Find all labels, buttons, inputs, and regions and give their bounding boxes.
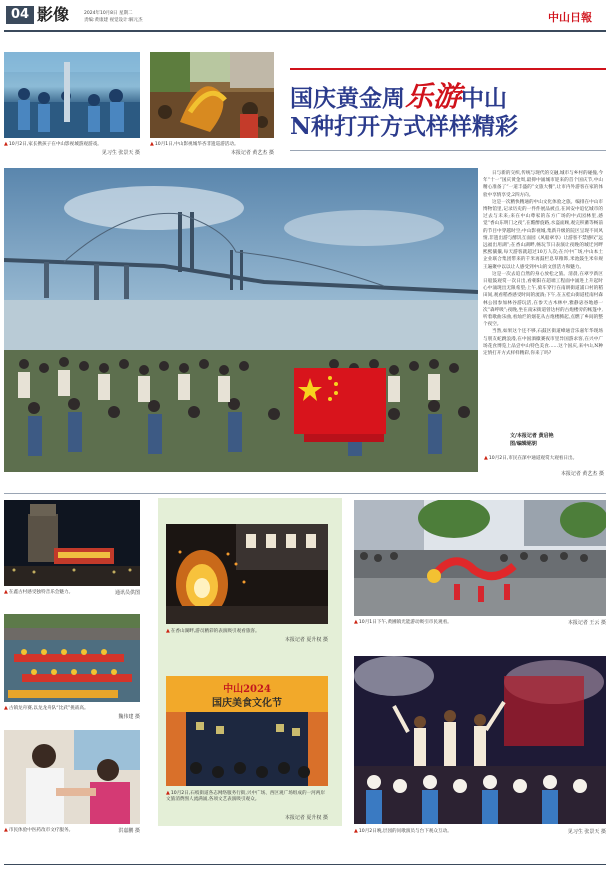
credit-photo-5: 本报记者 夏升权 摄 (284, 637, 328, 643)
photo-fire-performance-art (166, 524, 328, 624)
caption-photo-4: ▲在鑫古村感受独特音乐会魅力。 (4, 589, 74, 595)
credit-photo-7: 魏伟建 摄 (118, 714, 140, 720)
photo-bridge-sunrise (4, 168, 478, 472)
caption-photo-9: ▲市民体验中医药改市文疗服务。 (4, 827, 74, 833)
festival-logo: 中山2024 (223, 684, 271, 695)
article-paragraph: 这是一次去追自然的身心放松之旅。清晨,在翠亨新区日船鼓观赏一次日出,看朝阳在超端工程面中涌进上升起时心中涌现出无限希望;上午,骑车穿行在南朗街道浦口村的稻田间,观看稻香感受时间的流淌;下午,在五桂山街道桂南村森林公园参加林谷游玩活,在参天古木林中,雅静宓谷地感一次“森呼吸”;夜晚,坐在南宋街道曾达村的古炮楼旁的帐篷中,听着歌曲乐曲,看灿烂的烟花从古炮楼腾起,点燃了乡间的整个夜空。 (483, 271, 603, 328)
credit-photo-4: 通讯员供图 (114, 590, 140, 596)
section-name: 影像 (37, 5, 70, 24)
credit-photo-10: 见习生 张景天 摄 (567, 829, 606, 835)
caption-photo-8: ▲10月2日,石岐街道各志网络服务行街,兴中广场、西区观广场组成的一河两岸文旅消费图人流满涌,各项文艺表演吸引观众。 (166, 790, 325, 803)
caption-photo-2: ▲10月1日,中山影视城华杏非遗巡游活动。 (150, 141, 239, 147)
photo-street-parade-art (354, 500, 606, 616)
caption-photo-1: ▲10月2日,家长携孩子在中山影视城游观游戏。 (4, 141, 102, 147)
caption-photo-7: ▲古镇龙舟赛,以龙龙舟队“比武”挑战高。 (4, 705, 89, 711)
credit-photo-3: 本报记者 黄艺杰 摄 (560, 471, 604, 477)
photo-night-concert (4, 500, 140, 586)
section-number: 04 (6, 6, 34, 24)
headline-rule (290, 68, 606, 70)
headline-line-1 (290, 80, 606, 113)
photo-film-city-kids-art (4, 52, 140, 138)
caption-photo-5: ▲在香山湖畔,游员精彩的表演吸引观看旅客。 (166, 628, 260, 634)
photo-night-concert-art (4, 500, 140, 586)
photo-stage-concert-art (354, 656, 606, 824)
photo-stage-concert (354, 656, 606, 824)
photo-dragon-boat (4, 614, 140, 702)
byline-photo: 图/编辑铭钥 (510, 441, 537, 447)
photo-heritage-parade (150, 52, 274, 138)
article-paragraph: 这是一次精快精通的中山文化体验之旅。编排在中山市博物馆里,记录历史的一件件展品被点,在回安中追忆城市的过去与未来;来在中山尊家的东方广场的中式园林里,感觉“香山东明门之夜”,在酷醉旋路,水盗面顾,观完积蓄等畅前的节目中穿越时空;中山影视城,集新升级的院区呈现不同风情,非遗出游与酵饥互面园《风船翠享》让游客不禁感叹“远远福出用湖”;在香山湖畔,畅玩节日表演让夜晚的城迁河畔熙熙攘攘,每天游客就超过10万人次;在兴中广场,中山本土企业联合集团带来的千米再鼓栏息草稚饰,米池鼓生米牵规王遍聚中以以让人感受到中山的文创活力和魅力。 (483, 199, 603, 270)
headline-line-2: N种打开方式样样精彩 (290, 113, 519, 140)
editor-credit: 责编:黄康建 视觉设计:解元杰 (84, 18, 143, 23)
caption-photo-10: ▲10月2日晚,层园的问歌演员与台下观众互动。 (354, 828, 452, 834)
credit-photo-8: 本报记者 夏升权 摄 (284, 815, 328, 821)
photo-dragon-boat-art (4, 614, 140, 702)
credit-photo-6: 本报记者 王云 摄 (567, 620, 606, 626)
festival-banner: 国庆美食文化节 (212, 698, 282, 709)
caption-photo-3: ▲10月2日,市民在深中通道观赏大观看日出。 (484, 455, 578, 461)
photo-film-city-kids (4, 52, 140, 138)
photo-heritage-parade-art (150, 52, 274, 138)
photo-tcm-service-art (4, 730, 140, 824)
credit-photo-1: 见习生 张景天 摄 (101, 150, 140, 156)
photo-tcm-service (4, 730, 140, 824)
photo-fire-performance (166, 524, 328, 624)
credit-photo-9: 洪嘉鹏 摄 (118, 828, 140, 834)
section-divider (4, 493, 606, 494)
headline-part-1: 国庆黄金周 (290, 85, 405, 112)
header-rule (4, 30, 606, 32)
article-paragraph: 当然,如果这个还不够,石鼓区街道峰通音乐嘉年华现场与朋友蛇跳浪漫,在中国酒徽赛夜市里异国游求客,在兴中广场花食博览上品尝中山特色美食……这个国庆,来中山,N种定情打开方式样样精彩,你来了吗? (483, 329, 603, 357)
photo-bridge-sunrise-art (4, 168, 478, 472)
newspaper-masthead: 中山日報 (548, 11, 592, 24)
issue-date: 2024年10月8日 星期二 (84, 11, 133, 16)
headline-script-word: 乐游 (405, 80, 462, 113)
article-byline (510, 432, 600, 448)
footer-rule (4, 864, 606, 865)
byline-writer: 文/本报记者 黄启艳 (510, 433, 554, 439)
credit-photo-2: 本报记者 黄艺杰 摄 (230, 150, 274, 156)
article-body (483, 170, 603, 357)
headline-part-2: 中山 (461, 85, 508, 112)
caption-photo-6: ▲10月1日下午,黄圃镇光能游动吸引市民观看。 (354, 619, 452, 625)
photo-street-parade (354, 500, 606, 616)
article-paragraph: 日与新的交织,传统与现代的交融,城市与乡村的碰撞,今年“十一”国庆黄金周,最抑中涌城市迎来的首个国庆节,中山精心准备了“一道丰盛的”文旅大餐”,让市内外游客在家的体验中享情享受,2四方向。 (483, 171, 603, 198)
headline-bottom-rule (290, 150, 606, 151)
